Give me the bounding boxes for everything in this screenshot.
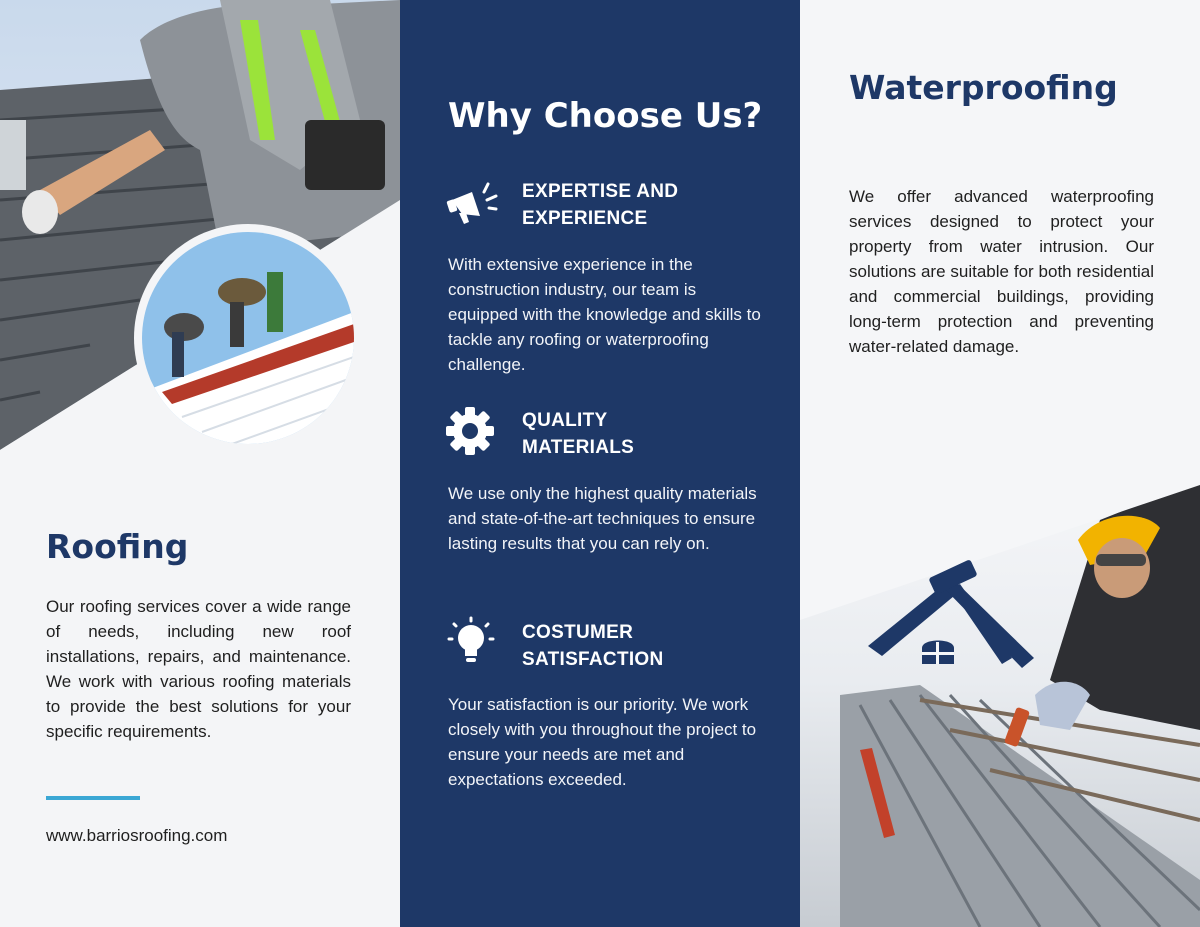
feature-heading-quality (522, 407, 722, 461)
feature-heading-line: EXPERTISE AND (522, 181, 679, 202)
gear-icon (446, 406, 498, 458)
feature-text-satisfaction: Your satisfaction is our priority. We work closely with you throughout the project to ensure your needs are met and expectations exceeded. (448, 695, 757, 789)
feature-heading-line: COSTUMER (522, 622, 634, 643)
feature-text-expertise: With extensive experience in the construction industry, our team is equipped with the knowledge and skills to tackle any roofing or waterproofing challenge. (448, 255, 761, 374)
feature-heading-line: MATERIALS (522, 437, 635, 458)
why-choose-us-panel (400, 0, 800, 927)
feature-heading-expertise (522, 178, 722, 232)
lightbulb-icon (446, 616, 498, 668)
feature-heading-line: EXPERIENCE (522, 208, 648, 229)
roofing-panel (0, 0, 400, 927)
house-hammer-logo-icon (862, 560, 1036, 684)
feature-heading-satisfaction (522, 619, 722, 673)
waterproofing-title: Waterproofing (849, 68, 1118, 107)
roofing-title: Roofing (46, 527, 189, 566)
website-link[interactable]: www.barriosroofing.com (46, 826, 228, 845)
feature-heading-line: QUALITY (522, 410, 608, 431)
megaphone-icon (446, 178, 498, 230)
why-choose-us-title: Why Choose Us? (448, 96, 763, 136)
waterproofing-panel (800, 0, 1200, 927)
feature-text-quality: We use only the highest quality materials and state-of-the-art techniques to ensure lasting results that you can rely on. (448, 484, 757, 553)
accent-divider (46, 796, 140, 800)
workers-circle-photo (142, 232, 354, 444)
roofing-description: Our roofing services cover a wide range of needs, including new roof installations, repairs, and maintenance. We work with various roofing materials to provide the best solutions for your specific requirements. (46, 597, 351, 741)
waterproofing-description: We offer advanced waterproofing services designed to protect your property from water intrusion. Our solutions are suitable for both residential and commercial buildings, providing long-term protection and preventing water-related damage. (849, 187, 1154, 356)
feature-heading-line: SATISFACTION (522, 649, 664, 670)
waterproofing-worker-photo (800, 480, 1200, 927)
